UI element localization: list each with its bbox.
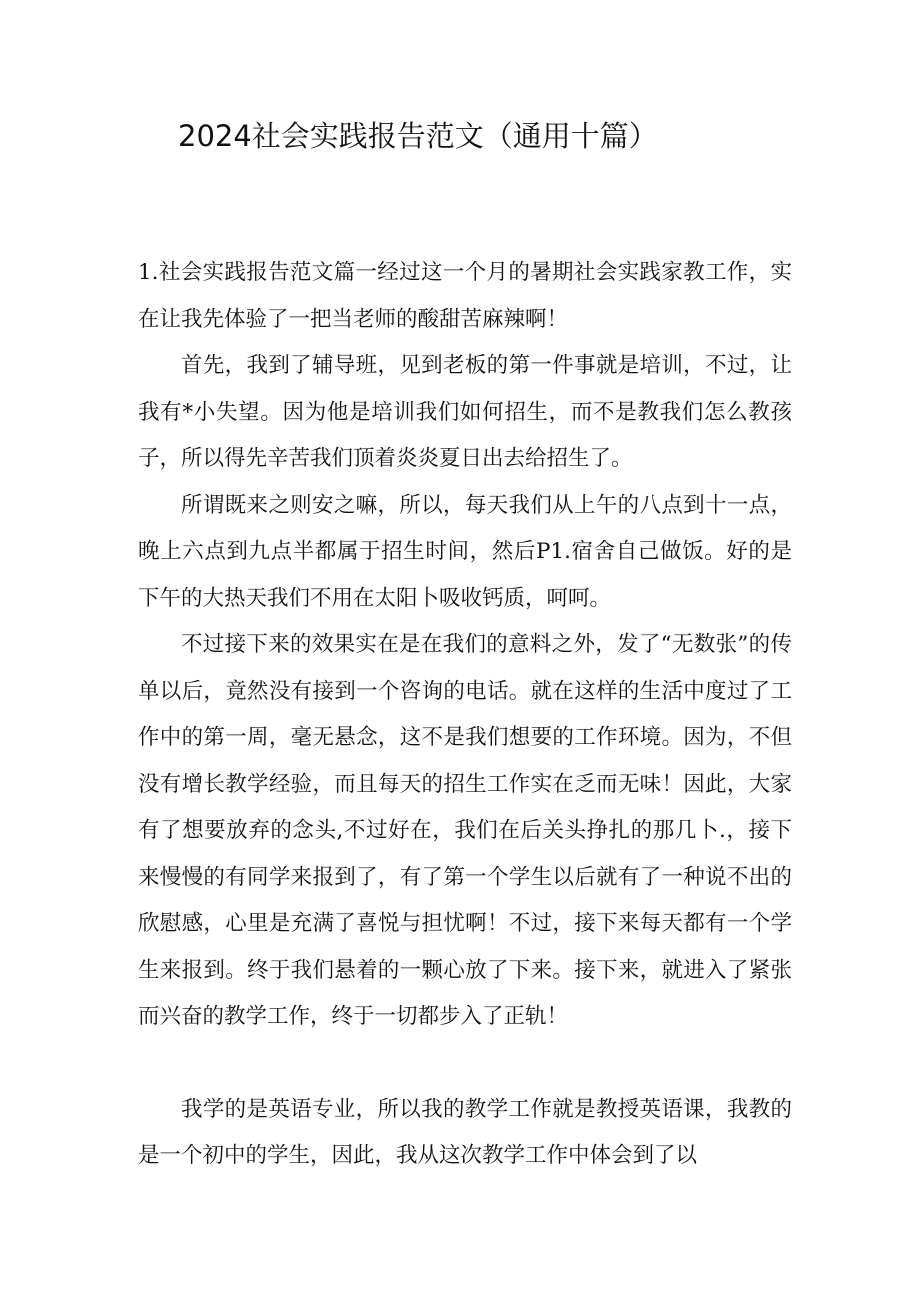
document-body xyxy=(138,250,792,1180)
paragraph-4: 不过接下来的效果实在是在我们的意料之外，发了“无数张”的传单以后，竟然没有接到一个咨询的电话。就在这样的生活中度过了工作中的第一周，毫无悬念，这不是我们想要的工作环境。因为，不但没有增长教学经验，而且每天的招生工作实在乏而无味！因此，大家有了想要放弃的念头,不过好在，我们在后关头挣扎的那几卜.，接下来慢慢的有同学来报到了，有了第一个学生以后就有了一种说不出的欣慰感，心里是充满了喜悦与担忧啊！不过，接下来每天都有一个学生来报到。终于我们悬着的一颗心放了下来。接下来，就进入了紧张而兴奋的教学工作，终于一切都步入了正轨！ xyxy=(138,632,792,1029)
document-title: 2024社会实践报告范文（通用十篇） xyxy=(178,119,658,153)
paragraph-1: 1.社会实践报告范文篇一经过这一个月的暑期社会实践家教工作，实在让我先体验了一把当老师的酸甜苦麻辣啊！ xyxy=(138,260,792,332)
paragraph-5: 我学的是英语专业，所以我的教学工作就是教授英语课，我教的是一个初中的学生，因此，我从这次教学工作中体会到了以 xyxy=(138,1096,792,1168)
paragraph-3: 所谓既来之则安之嘛，所以，每天我们从上午的八点到十一点，晚上六点到九点半都属于招生时间，然后P1.宿舍自己做饭。好的是下午的大热天我们不用在太阳卜吸收钙质，呵呵。 xyxy=(138,492,792,611)
paragraph-2: 首先，我到了辅导班，见到老板的第一件事就是培训，不过，让我有*小失望。因为他是培训我们如何招生，而不是教我们怎么教孩子，所以得先辛苦我们顶着炎炎夏日出去给招生了。 xyxy=(138,353,792,471)
